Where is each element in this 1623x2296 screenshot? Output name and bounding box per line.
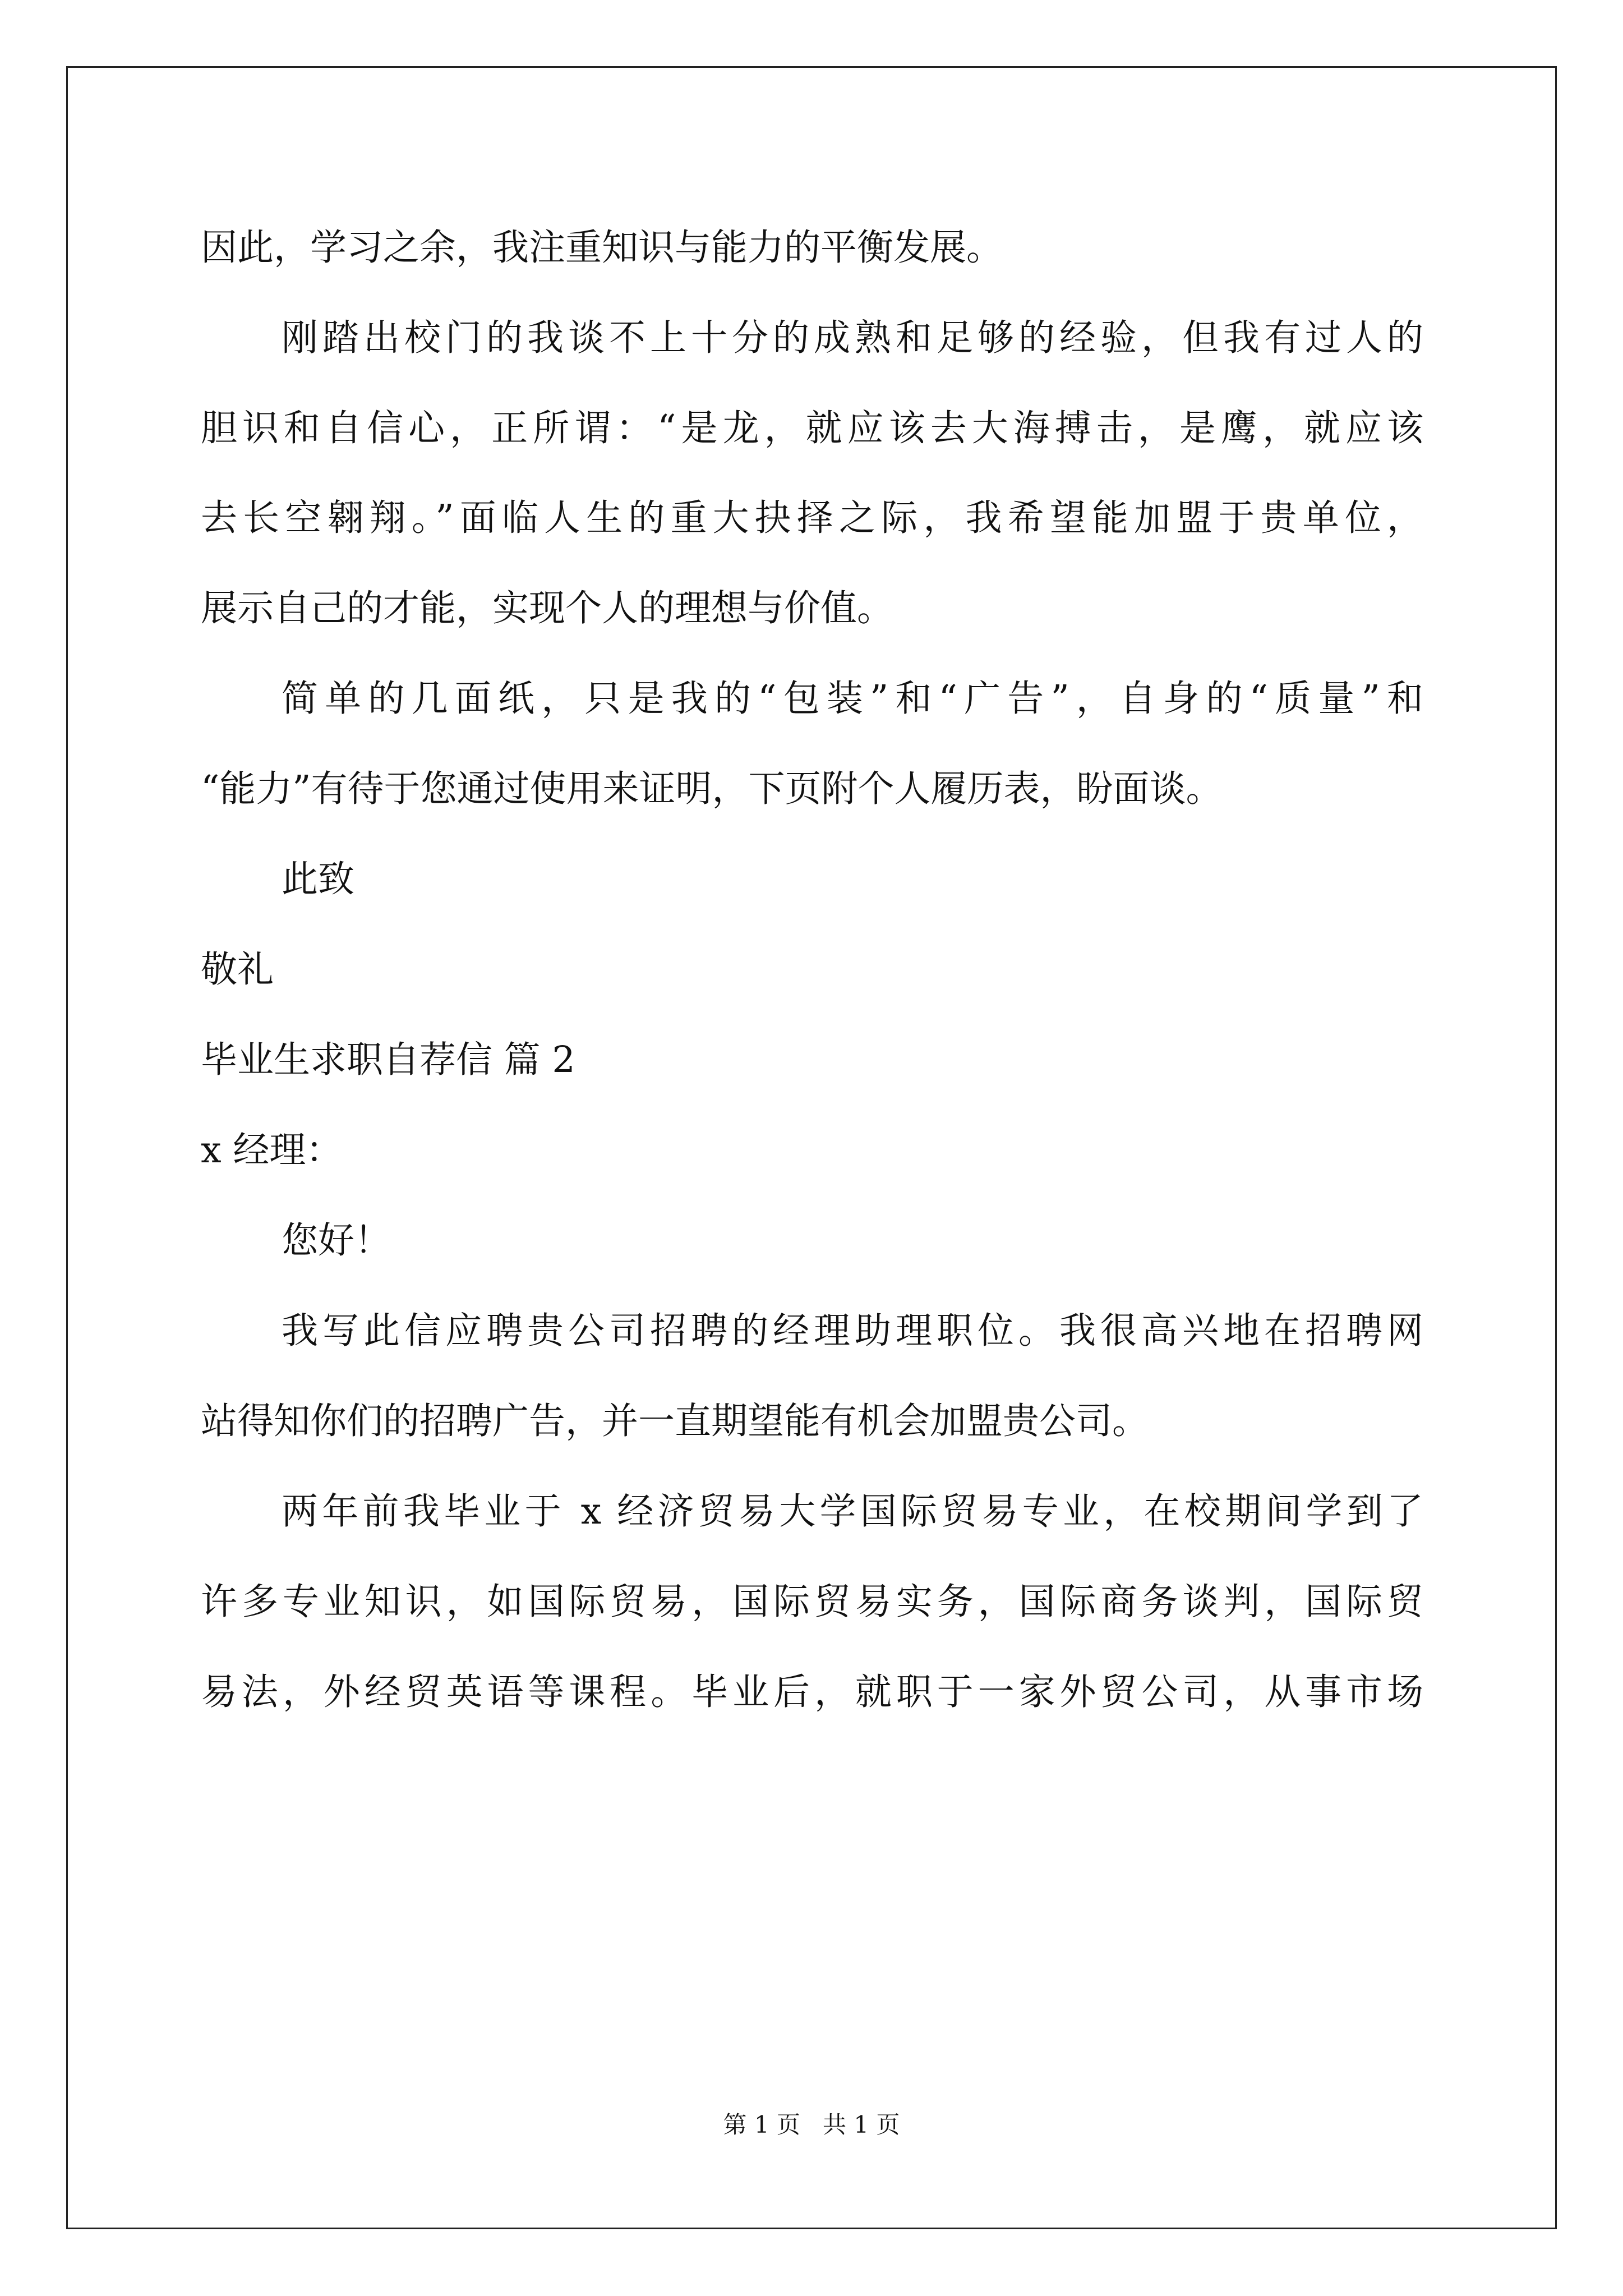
text-line: 展示自己的才能，实现个人的理想与价值。: [201, 587, 894, 629]
text-line: 两年前我毕业于 x 经济贸易大学国际贸易专业，在校期间学到了: [282, 1490, 1423, 1533]
closing-regards: 敬礼: [201, 949, 274, 991]
text-line: “能力”有待于您通过使用来证明，下页附个人履历表，盼面谈。: [201, 768, 1223, 810]
text-line: 许多专业知识，如国际贸易，国际贸易实务，国际商务谈判，国际贸: [201, 1581, 1423, 1623]
text-line: 简单的几面纸，只是我的“包装”和“广告”，自身的“质量”和: [282, 678, 1423, 720]
greeting: 您好！: [282, 1220, 391, 1262]
recipient-greeting: x 经理：: [201, 1129, 343, 1171]
text-line: 胆识和自信心，正所谓：“是龙，就应该去大海搏击，是鹰，就应该: [201, 407, 1423, 449]
text-line: 我写此信应聘贵公司招聘的经理助理职位。我很高兴地在招聘网: [282, 1310, 1423, 1352]
closing-salutation: 此致: [282, 858, 355, 900]
section-heading: 毕业生求职自荐信 篇 2: [201, 1039, 575, 1081]
page-footer: 第 1 页 共 1 页: [723, 2111, 900, 2138]
text-line: 刚踏出校门的我谈不上十分的成熟和足够的经验，但我有过人的: [282, 317, 1423, 359]
text-line: 易法，外经贸英语等课程。毕业后，就职于一家外贸公司，从事市场: [201, 1671, 1423, 1713]
text-line: 站得知你们的招聘广告，并一直期望能有机会加盟贵公司。: [201, 1400, 1149, 1442]
text-line: 因此，学习之余，我注重知识与能力的平衡发展。: [201, 227, 1003, 269]
text-line: 去长空翱翔。”面临人生的重大抉择之际，我希望能加盟于贵单位，: [201, 497, 1423, 539]
